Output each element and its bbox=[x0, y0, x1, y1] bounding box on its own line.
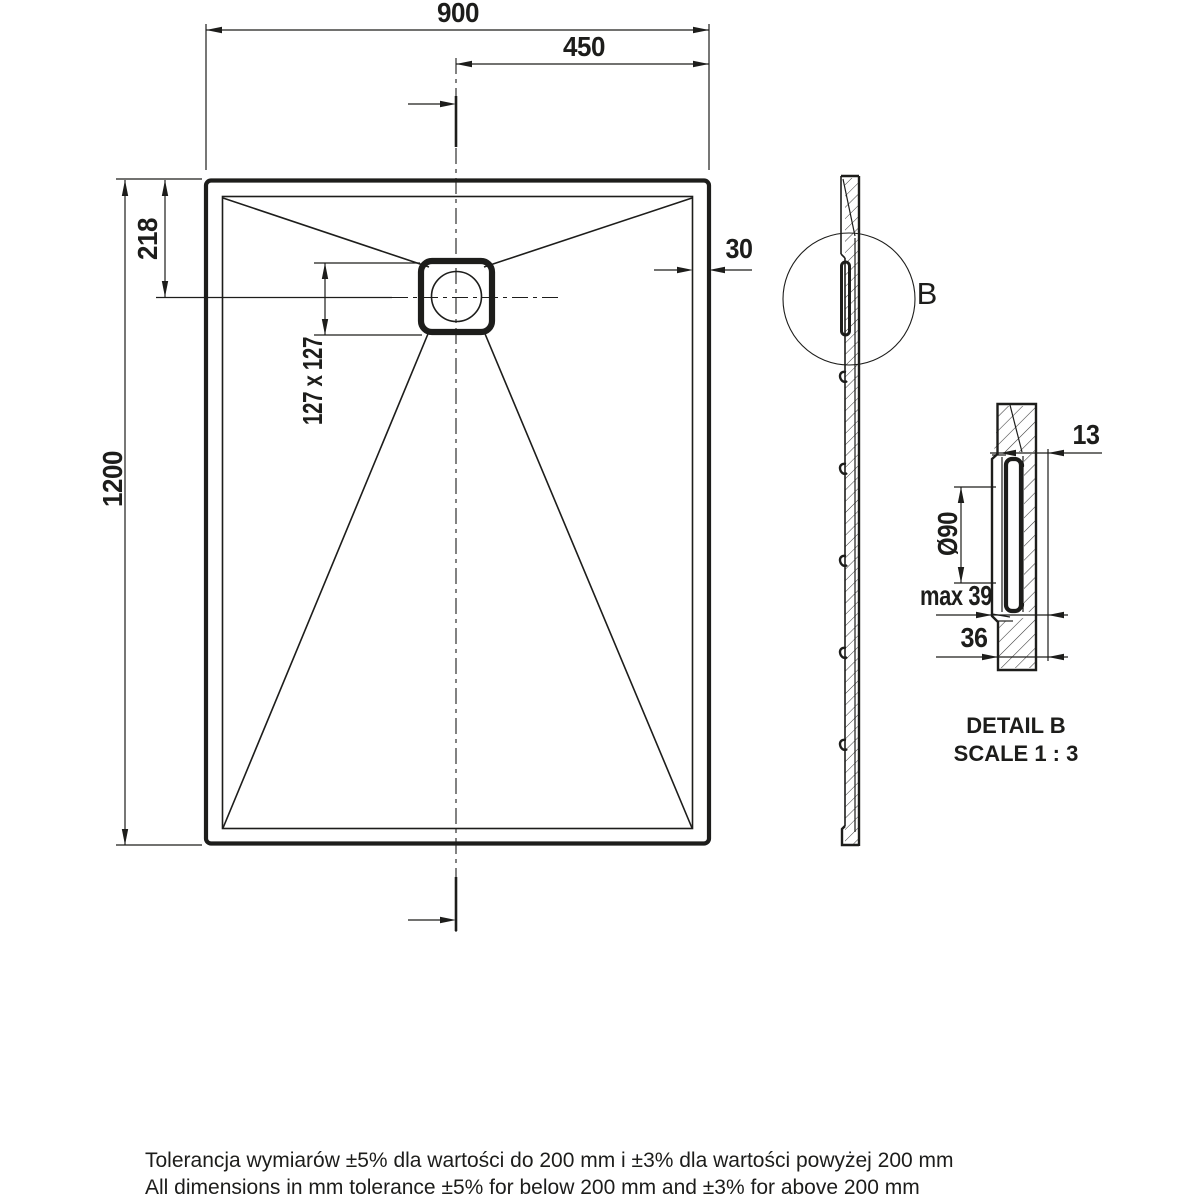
dim-max39-label: max 39 bbox=[920, 580, 992, 611]
dim-30-label: 30 bbox=[725, 233, 753, 264]
detail-view bbox=[920, 404, 1102, 766]
dim-1200-label: 1200 bbox=[97, 446, 128, 507]
dim-max-39 bbox=[920, 580, 1068, 618]
plan-view bbox=[97, 0, 753, 932]
side-view bbox=[783, 176, 937, 846]
dim-overall-width bbox=[206, 0, 709, 170]
dim-13-label: 13 bbox=[1072, 419, 1100, 450]
dim-drain-from-edge bbox=[456, 31, 709, 67]
dim-rim-width bbox=[654, 233, 753, 273]
dim-36-label: 36 bbox=[960, 622, 988, 653]
tray-outer-edge bbox=[206, 181, 709, 844]
tolerance-note-en: All dimensions in mm tolerance ±5% for below 200 mm and ±3% for above 200 mm bbox=[145, 1176, 920, 1199]
dim-450-label: 450 bbox=[563, 31, 605, 62]
detail-hatch-top bbox=[994, 406, 1035, 452]
dim-overall-length bbox=[97, 180, 202, 845]
detail-scale: SCALE 1 : 3 bbox=[953, 741, 1079, 766]
tray-slope-lines bbox=[223, 198, 692, 828]
tolerance-notes bbox=[145, 1149, 954, 1199]
detail-hatch-foot bbox=[999, 616, 1035, 668]
detail-hatch-mid bbox=[1024, 454, 1035, 612]
dim-drain-cutout bbox=[297, 263, 422, 425]
dim-drain-diameter bbox=[932, 487, 996, 583]
dim-218-label: 218 bbox=[132, 214, 163, 260]
center-arrow-bottom bbox=[408, 917, 456, 923]
detail-marker-label: B bbox=[916, 276, 938, 311]
center-arrow-top bbox=[408, 101, 456, 107]
tray-inner-edge bbox=[223, 197, 693, 829]
tolerance-note-pl: Tolerancja wymiarów ±5% dla wartości do 200 mm i ±3% dla wartości powyżej 200 mm bbox=[145, 1149, 954, 1172]
dim-drain-from-top bbox=[116, 179, 202, 297]
detail-drain-flange bbox=[1006, 459, 1021, 611]
dim-900-label: 900 bbox=[437, 0, 479, 28]
detail-title: DETAIL B bbox=[966, 713, 1066, 738]
side-section-hatch bbox=[845, 178, 858, 844]
dim-d90-label: Ø90 bbox=[932, 504, 963, 556]
dim-127-label: 127 x 127 bbox=[297, 304, 328, 425]
